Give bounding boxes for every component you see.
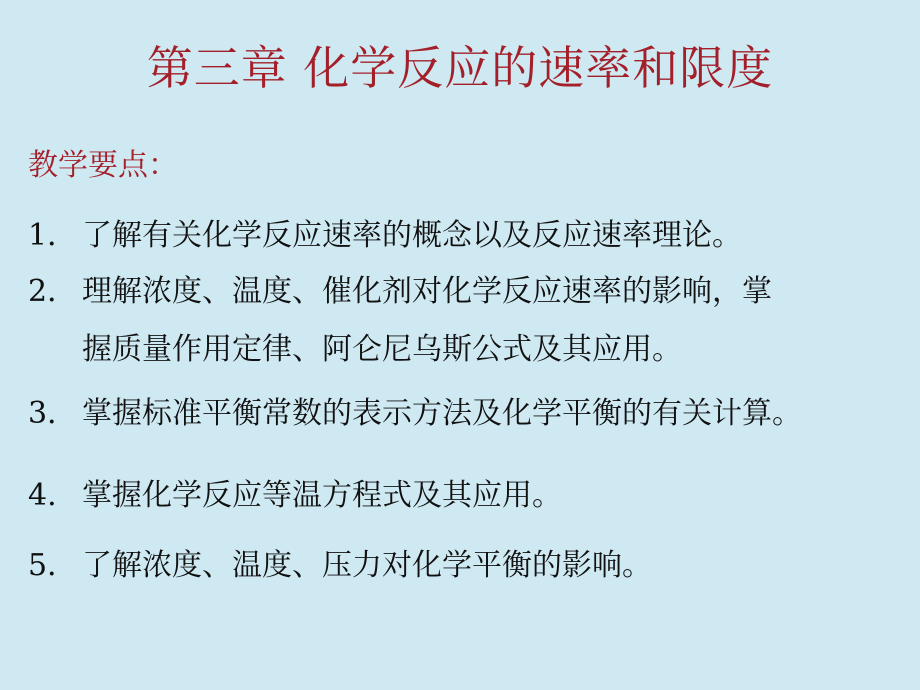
- list-item-text: 理解浓度、温度、催化剂对化学反应速率的影响，掌: [82, 274, 772, 309]
- list-item-text: 掌握化学反应等温方程式及其应用。: [82, 478, 562, 513]
- list-item-5: [28, 546, 652, 586]
- list-item-1: [28, 216, 742, 256]
- list-item-number: 5．: [28, 548, 78, 583]
- list-item-2-continuation: 握质量作用定律、阿仑尼乌斯公式及其应用。: [82, 332, 682, 367]
- list-item-4: [28, 476, 562, 516]
- list-item-number: 4.: [28, 478, 57, 513]
- list-item-number: 3．: [28, 396, 78, 431]
- list-item-3: [28, 394, 802, 434]
- list-item-text: 了解浓度、温度、压力对化学平衡的影响。: [82, 548, 652, 583]
- list-item-text: 了解有关化学反应速率的概念以及反应速率理论。: [82, 218, 742, 253]
- list-item-text: 掌握标准平衡常数的表示方法及化学平衡的有关计算。: [82, 396, 802, 431]
- list-item-number: 1．: [28, 218, 78, 253]
- list-item-2: [28, 272, 772, 312]
- subheading: 教学要点：: [28, 148, 178, 183]
- slide-title: 第三章 化学反应的速率和限度: [146, 41, 774, 95]
- list-item-number: 2．: [28, 274, 78, 309]
